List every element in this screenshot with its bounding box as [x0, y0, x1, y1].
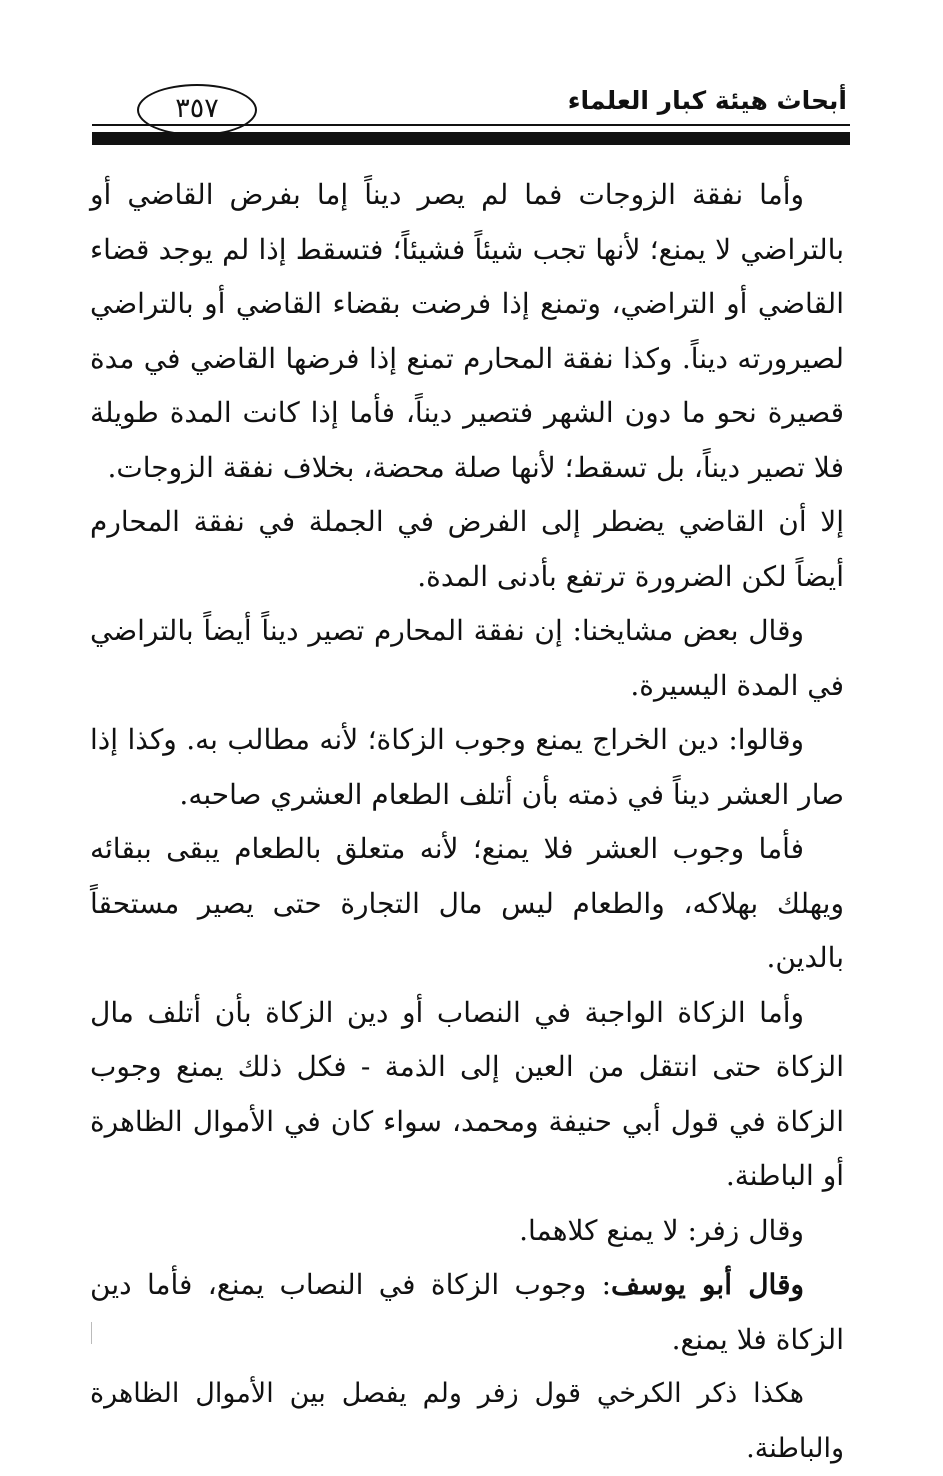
- closing-paragraph: هكذا ذكر الكرخي قول زفر ولم يفصل بين الأموال الظاهرة والباطنة.: [90, 1378, 844, 1464]
- scan-margin-mark: [91, 1322, 92, 1344]
- paragraph-1: وأما نفقة الزوجات فما لم يصر ديناً إما بفرض القاضي أو بالتراضي لا يمنع؛ لأنها تجب شيئاً فشيئاً؛ فتسقط إذا لم يوجد قضاء القاضي أو التراضي، وتمنع إذا فرضت بقضاء القاضي أو بالتراضي لصيرورته ديناً. وكذا نفقة المحارم تمنع إذا فرضها القاضي في مدة قصيرة نحو ما دون الشهر فتصير ديناً، فأما إذا كانت المدة طويلة فلا تصير ديناً، بل تسقط؛ لأنها صلة محضة، بخلاف نفقة الزوجات.: [90, 178, 844, 484]
- paragraph-6: وأما الزكاة الواجبة في النصاب أو دين الزكاة بأن أتلف مال الزكاة حتى انتقل من العين إلى الذمة - فكل ذلك يمنع وجوب الزكاة في قول أبي حنيفة ومحمد، سواء كان في الأموال الظاهرة أو الباطنة.: [90, 995, 844, 1192]
- abu-yusuf-lead: وقال أبو يوسف: [611, 1268, 804, 1301]
- header-rule-thin: [92, 124, 850, 126]
- paragraph-4: وقالوا: دين الخراج يمنع وجوب الزكاة؛ لأنه مطالب به. وكذا إذا صار العشر ديناً في ذمته بأن أتلف الطعام العشري صاحبه.: [90, 723, 844, 811]
- page-number: ٣٥٧: [175, 93, 219, 124]
- page-number-oval: [137, 84, 257, 136]
- paragraph-8: [90, 1258, 844, 1367]
- paragraph-5: فأما وجوب العشر فلا يمنع؛ لأنه متعلق بالطعام يبقى ببقائه ويهلك بهلاكه، والطعام ليس مال التجارة حتى يصير مستحقاً بالدين.: [90, 832, 844, 974]
- paragraph-3: وقال بعض مشايخنا: إن نفقة المحارم تصير ديناً أيضاً بالتراضي في المدة اليسيرة.: [90, 614, 844, 702]
- body-text: [90, 168, 844, 1476]
- abu-yusuf-rest: : وجوب الزكاة في النصاب يمنع، فأما دين الزكاة فلا يمنع.: [90, 1268, 844, 1356]
- paragraph-2: إلا أن القاضي يضطر إلى الفرض في الجملة في نفقة المحارم أيضاً لكن الضرورة ترتفع بأدنى المدة.: [90, 505, 844, 593]
- running-title: أبحاث هيئة كبار العلماء: [567, 86, 847, 115]
- header-rule-thick: [92, 132, 850, 145]
- paragraph-7: وقال زفر: لا يمنع كلاهما.: [519, 1213, 804, 1247]
